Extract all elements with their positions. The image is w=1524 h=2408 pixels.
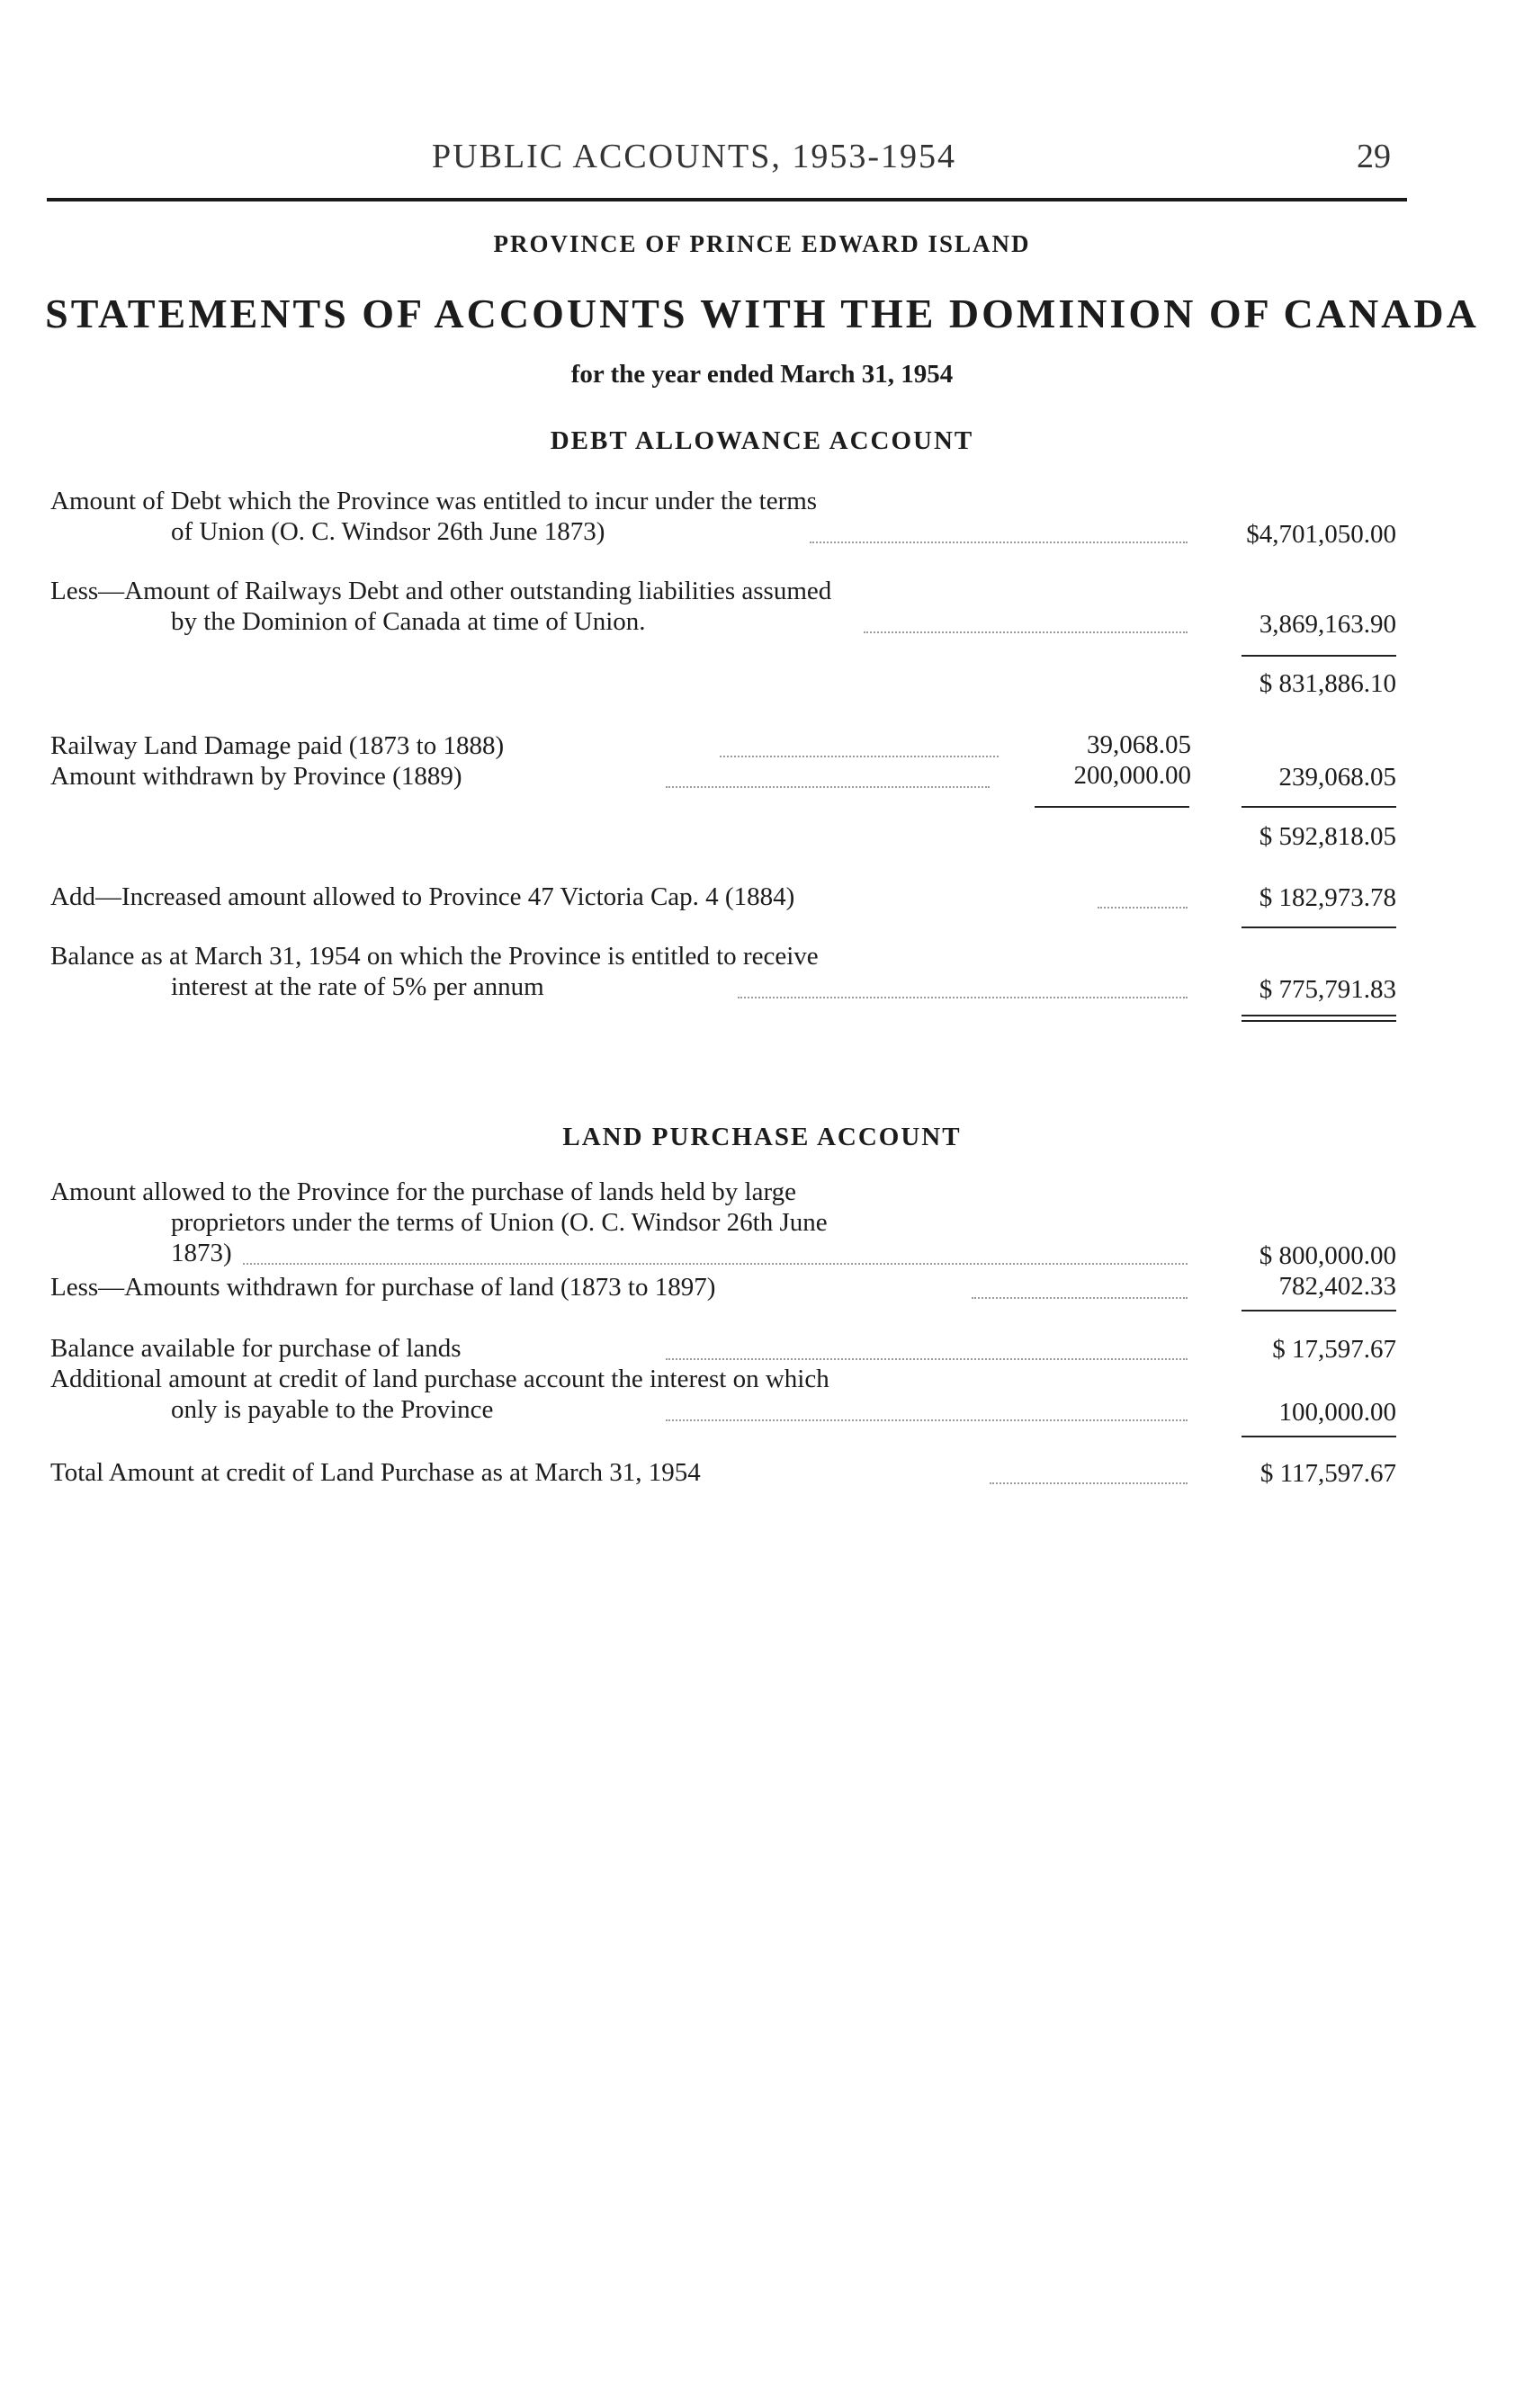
row-text-line: Less—Amounts withdrawn for purchase of land (1873 to 1897): [50, 1273, 716, 1302]
row-text-line: Balance available for purchase of lands: [50, 1334, 462, 1363]
row-text-line: by the Dominion of Canada at time of Union.: [171, 607, 646, 636]
dot-leader: [972, 1297, 1188, 1299]
amount: $ 117,597.67: [1260, 1459, 1396, 1488]
row-text-line: proprietors under the terms of Union (O. C. Windsor 26th June: [171, 1208, 828, 1237]
amount: 782,402.33: [1278, 1272, 1396, 1301]
page-number: 29: [1357, 138, 1391, 175]
row-text-line: Amount withdrawn by Province (1889): [50, 762, 462, 791]
amount: $4,701,050.00: [1246, 520, 1396, 549]
dot-leader: [720, 756, 999, 757]
period-subtitle: for the year ended March 31, 1954: [570, 360, 954, 389]
dot-leader: [738, 997, 1188, 998]
dot-leader: [666, 1419, 1188, 1421]
dot-leader: [810, 542, 1188, 543]
amount: $ 800,000.00: [1259, 1241, 1396, 1270]
subtotal-rule: [1242, 1436, 1396, 1437]
amount: $ 182,973.78: [1259, 883, 1396, 912]
row-text-line: Balance as at March 31, 1954 on which the Province is entitled to receive: [50, 942, 819, 971]
amount: 3,869,163.90: [1259, 610, 1396, 639]
dot-leader: [243, 1263, 1188, 1265]
row-text-line: Railway Land Damage paid (1873 to 1888): [50, 731, 505, 760]
amount: 39,068.05: [1087, 730, 1191, 759]
total-rule: [1242, 1015, 1396, 1016]
amount: 200,000.00: [1073, 761, 1191, 790]
row-text-line: Total Amount at credit of Land Purchase as at March 31, 1954: [50, 1458, 701, 1487]
dot-leader: [1098, 907, 1188, 909]
subtotal-rule: [1242, 1310, 1396, 1311]
subtotal-rule: [1242, 655, 1396, 657]
row-text-line: Amount of Debt which the Province was entitled to incur under the terms: [50, 487, 818, 515]
debt-allowance-heading: DEBT ALLOWANCE ACCOUNT: [550, 426, 974, 455]
row-text-line: 1873): [171, 1239, 232, 1267]
subtotal-amount: $ 831,886.10: [1259, 669, 1396, 698]
total-rule: [1242, 1020, 1396, 1022]
land-purchase-heading: LAND PURCHASE ACCOUNT: [562, 1123, 962, 1151]
province-title: PROVINCE OF PRINCE EDWARD ISLAND: [493, 230, 1031, 257]
subtotal-rule: [1242, 926, 1396, 928]
amount: 100,000.00: [1278, 1398, 1396, 1427]
running-title: PUBLIC ACCOUNTS, 1953-1954: [432, 138, 956, 175]
amount: $ 775,791.83: [1259, 975, 1396, 1004]
dot-leader: [990, 1482, 1188, 1484]
amount: $ 17,597.67: [1272, 1335, 1396, 1364]
subtotal-rule: [1035, 806, 1189, 808]
subtotal-rule: [1242, 806, 1396, 808]
amount: 239,068.05: [1278, 763, 1396, 792]
dot-leader: [864, 631, 1188, 633]
row-text-line: Additional amount at credit of land purchase account the interest on which: [50, 1365, 829, 1393]
subtotal-amount: $ 592,818.05: [1259, 822, 1396, 851]
dot-leader: [666, 786, 990, 788]
row-text-line: Add—Increased amount allowed to Province 47 Victoria Cap. 4 (1884): [50, 882, 795, 911]
row-text-line: only is payable to the Province: [171, 1395, 494, 1424]
statement-title: STATEMENTS OF ACCOUNTS WITH THE DOMINION OF CANADA: [45, 291, 1479, 336]
header-rule: [47, 198, 1407, 201]
row-text-line: of Union (O. C. Windsor 26th June 1873): [171, 517, 605, 546]
row-text-line: Less—Amount of Railways Debt and other outstanding liabilities assumed: [50, 577, 832, 605]
dot-leader: [666, 1358, 1188, 1360]
row-text-line: interest at the rate of 5% per annum: [171, 972, 544, 1001]
row-text-line: Amount allowed to the Province for the purchase of lands held by large: [50, 1177, 796, 1206]
